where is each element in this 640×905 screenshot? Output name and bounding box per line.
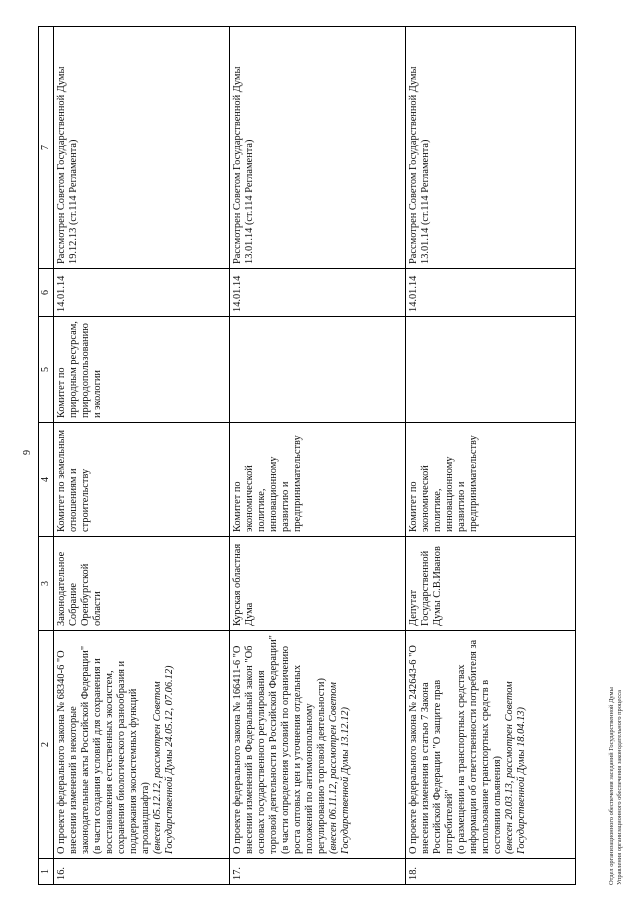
bill-cell (230, 631, 406, 859)
footer (608, 687, 624, 885)
co-committee-cell: Комитет по природным ресурсам, природопользованию и экологии (54, 317, 230, 423)
table-row (54, 27, 230, 885)
bill-cell (406, 631, 576, 859)
bill-description: (в части определения условий по ограничению роста оптовых цен и уточнения отдельных положений по антимонопольному регулированию торговой деятельности) (280, 645, 327, 854)
bill-title: О проекте федерального закона № 166411-6 "О внесении изменений в Федеральный закон "Об основах государственного регулирования торговой деятельности в Российской Федерации" (232, 635, 279, 854)
subject-cell: Депутат Государственной Думы С.В.Иванов (406, 537, 576, 631)
col-header-2: 2 (39, 631, 54, 859)
committee-cell: Комитет по земельным отношениям и строительству (54, 423, 230, 537)
date-cell: 14.01.14 (406, 269, 576, 317)
subject-cell: Курская областная Дума (230, 537, 406, 631)
table-row (406, 27, 576, 885)
col-header-1: 1 (39, 859, 54, 885)
committee-cell: Комитет по экономической политике, инновационному развитию и предпринимательству (406, 423, 576, 537)
col-header-6: 6 (39, 269, 54, 317)
bill-note: (внесен 06.11.12, рассмотрен Советом Государственной Думы 13.12.12) (328, 682, 351, 854)
col-header-7: 7 (39, 27, 54, 269)
status-cell: Рассмотрен Советом Государственной Думы 19.12.13 (ст.114 Регламента) (54, 27, 230, 269)
col-header-3: 3 (39, 537, 54, 631)
footer-line-1: Отдел организационного обеспечения заседаний Государственной Думы (608, 687, 615, 885)
bill-cell (54, 631, 230, 859)
row-number: 17. (230, 859, 406, 885)
col-header-4: 4 (39, 423, 54, 537)
table-row (230, 27, 406, 885)
status-cell: Рассмотрен Советом Государственной Думы 13.01.14 (ст.114 Регламента) (230, 27, 406, 269)
row-number: 18. (406, 859, 576, 885)
bill-note: (внесен 20.03.13, рассмотрен Советом Государственной Думы 18.04.13) (504, 681, 527, 854)
status-cell: Рассмотрен Советом Государственной Думы 13.01.14 (ст.114 Регламента) (406, 27, 576, 269)
committee-cell: Комитет по экономической политике, инновационному развитию и предпринимательству (230, 423, 406, 537)
bill-description: (в части создания условий для сохранения и восстановления естественных экосистем, сохранения биологического разнообразия и поддержания экосистемных функций агроландшафта) (92, 658, 151, 854)
bill-description: (о размещении на транспортных средствах информации об ответственности потребителя за использование транспортных средств в состоянии опьянения) (456, 639, 503, 854)
bill-title: О проекте федерального закона № 242643-6 "О внесении изменения в статью 7 Закона Российской Федерации "О защите прав потребителей" (408, 645, 455, 854)
subject-cell: Законодательное Собрание Оренбургской области (54, 537, 230, 631)
co-committee-cell (230, 317, 406, 423)
row-number: 16. (54, 859, 230, 885)
date-cell: 14.01.14 (230, 269, 406, 317)
date-cell: 14.01.14 (54, 269, 230, 317)
bills-table (38, 26, 576, 885)
bill-title: О проекте федерального закона № 68340-6 "О внесении изменений в некоторые законодательные акты Российской Федерации" (56, 645, 91, 854)
col-header-5: 5 (39, 317, 54, 423)
page-number: 9 (22, 450, 33, 455)
header-row (39, 27, 54, 885)
bill-note: (внесен 05.12.12, рассмотрен Советом Государственной Думы 24.05.12, 07.06.12) (152, 665, 175, 854)
footer-line-2: Управления организационного обеспечения законодательного процесса (616, 690, 623, 885)
co-committee-cell (406, 317, 576, 423)
